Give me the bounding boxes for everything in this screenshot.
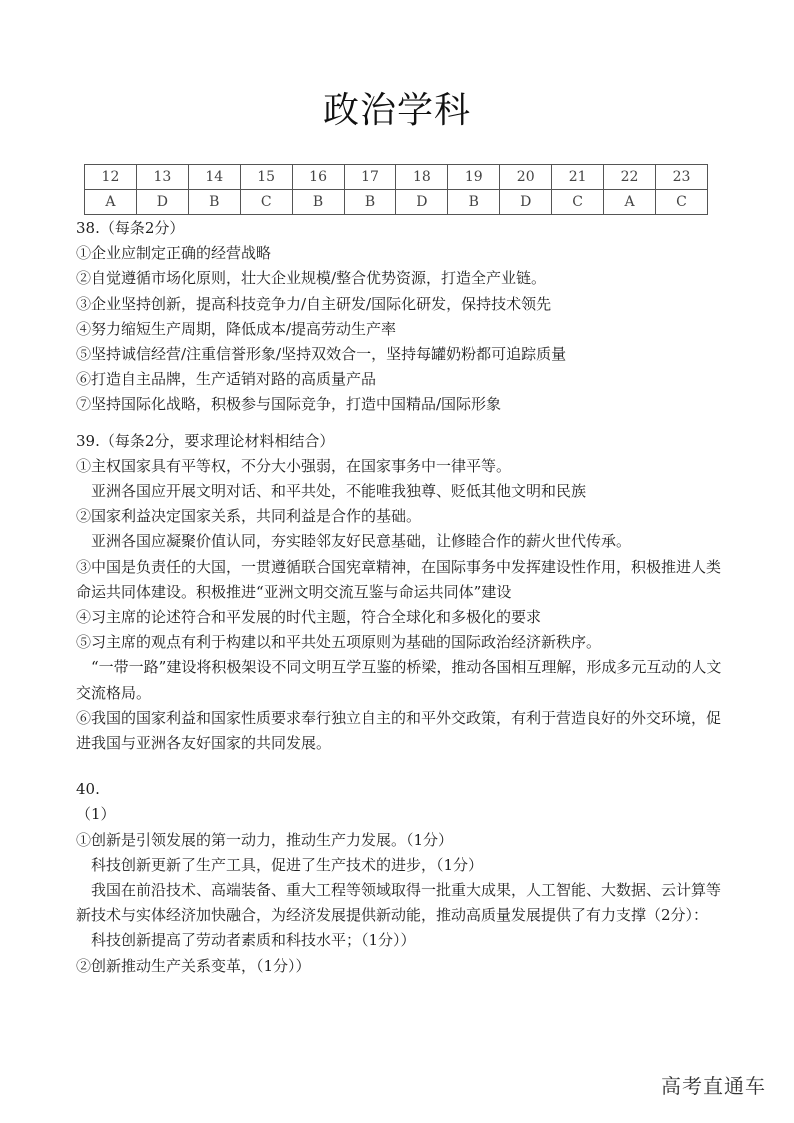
answer-point: ③企业坚持创新，提高科技竞争力/自主研发/国际化研发，保持技术领先	[76, 294, 552, 313]
answer-point: ⑥我国的国家利益和国家性质要求奉行独立自主的和平外交政策，有利于营造良好的外交环境，促进我国与亚洲各友好国家的共同发展。	[76, 708, 722, 753]
answer-explanation: 科技创新更新了生产工具，促进了生产技术的进步，（1分）	[91, 855, 484, 874]
question-number-cell: 21	[552, 165, 604, 190]
question-number-cell: 15	[240, 165, 292, 190]
question-39-section	[76, 429, 724, 757]
answer-point: ⑤习主席的观点有利于构建以和平共处五项原则为基础的国际政治经济新秩序。	[76, 633, 602, 652]
answer-table-answer-row	[85, 190, 708, 215]
question-38-section	[76, 216, 724, 418]
answer-cell: D	[500, 190, 552, 215]
answer-explanation: 我国在前沿技术、高端装备、重大工程等领域取得一批重大成果，人工智能、大数据、云计算等新技术与实体经济加快融合，为经济发展提供新动能，推动高质量发展提供了有力支撑（2分）：	[76, 881, 722, 925]
answer-cell: B	[292, 190, 344, 215]
answer-point: ④努力缩短生产周期，降低成本/提高劳动生产率	[76, 319, 397, 338]
question-number-cell: 22	[604, 165, 656, 190]
answer-cell: B	[188, 190, 240, 215]
answer-explanation: 亚洲各国应开展文明对话、和平共处，不能唯我独尊、贬低其他文明和民族	[91, 482, 587, 501]
answer-content	[76, 216, 724, 979]
answer-explanation: 亚洲各国应凝聚价值认同，夯实睦邻友好民意基础，让修睦合作的薪火世代传承。	[91, 532, 632, 551]
question-number-cell: 17	[344, 165, 396, 190]
answer-cell: B	[448, 190, 500, 215]
answer-point: ①企业应制定正确的经营战略	[76, 244, 272, 263]
answer-point: ④习主席的论述符合和平发展的时代主题，符合全球化和多极化的要求	[76, 608, 542, 627]
answer-point: ②创新推动生产关系变革，（1分））	[76, 956, 311, 975]
question-number-cell: 19	[448, 165, 500, 190]
answer-cell: C	[552, 190, 604, 215]
answer-table-question-row	[85, 165, 708, 190]
question-number-cell: 13	[136, 165, 188, 190]
answer-cell: D	[396, 190, 448, 215]
sub-question-label: （1）	[76, 805, 116, 824]
question-number-cell: 16	[292, 165, 344, 190]
answer-point: ①创新是引领发展的第一动力，推动生产力发展。（1分）	[76, 830, 454, 849]
question-38-header: 38.（每条2分）	[76, 219, 185, 237]
answer-cell: A	[604, 190, 656, 215]
answer-point: ②自觉遵循市场化原则，壮大企业规模/整合优势资源，打造全产业链。	[76, 269, 547, 288]
answer-point: ③中国是负责任的大国，一贯遵循联合国宪章精神，在国际事务中发挥建设性作用，积极推进人类命运共同体建设。积极推进“亚洲文明交流互鉴与命运共同体”建设	[76, 557, 722, 601]
question-39-header: 39.（每条2分，要求理论材料相结合）	[76, 431, 335, 450]
answer-cell: A	[85, 190, 137, 215]
answer-table	[84, 164, 708, 215]
answer-explanation: “一带一路”建设将积极架设不同文明互学互鉴的桥梁，推动各国相互理解，形成多元互动的人文交流格局。	[76, 658, 722, 702]
answer-point: ⑦坚持国际化战略，积极参与国际竞争，打造中国精品/国际形象	[76, 395, 502, 414]
answer-cell: B	[344, 190, 396, 215]
answer-cell: C	[655, 190, 707, 215]
question-number-cell: 23	[655, 165, 707, 190]
page-title: 政治学科	[322, 90, 471, 131]
answer-point: ②国家利益决定国家关系，共同利益是合作的基础。	[76, 507, 422, 526]
question-number-cell: 14	[188, 165, 240, 190]
answer-cell: C	[240, 190, 292, 215]
question-number-cell: 12	[85, 165, 137, 190]
question-40-header: 40.	[76, 780, 100, 799]
question-number-cell: 20	[500, 165, 552, 190]
answer-cell: D	[136, 190, 188, 215]
question-40-section	[76, 777, 724, 979]
question-number-cell: 18	[396, 165, 448, 190]
answer-point: ⑥打造自主品牌，生产适销对路的高质量产品	[76, 370, 377, 389]
watermark-logo-text: 高考直通车	[661, 1074, 766, 1098]
answer-point: ⑤坚持诚信经营/注重信誉形象/坚持双效合一，坚持每罐奶粉都可追踪质量	[76, 345, 567, 364]
answer-explanation: 科技创新提高了劳动者素质和科技水平；（1分））	[91, 931, 416, 950]
answer-point: ①主权国家具有平等权，不分大小强弱，在国家事务中一律平等。	[76, 456, 512, 475]
